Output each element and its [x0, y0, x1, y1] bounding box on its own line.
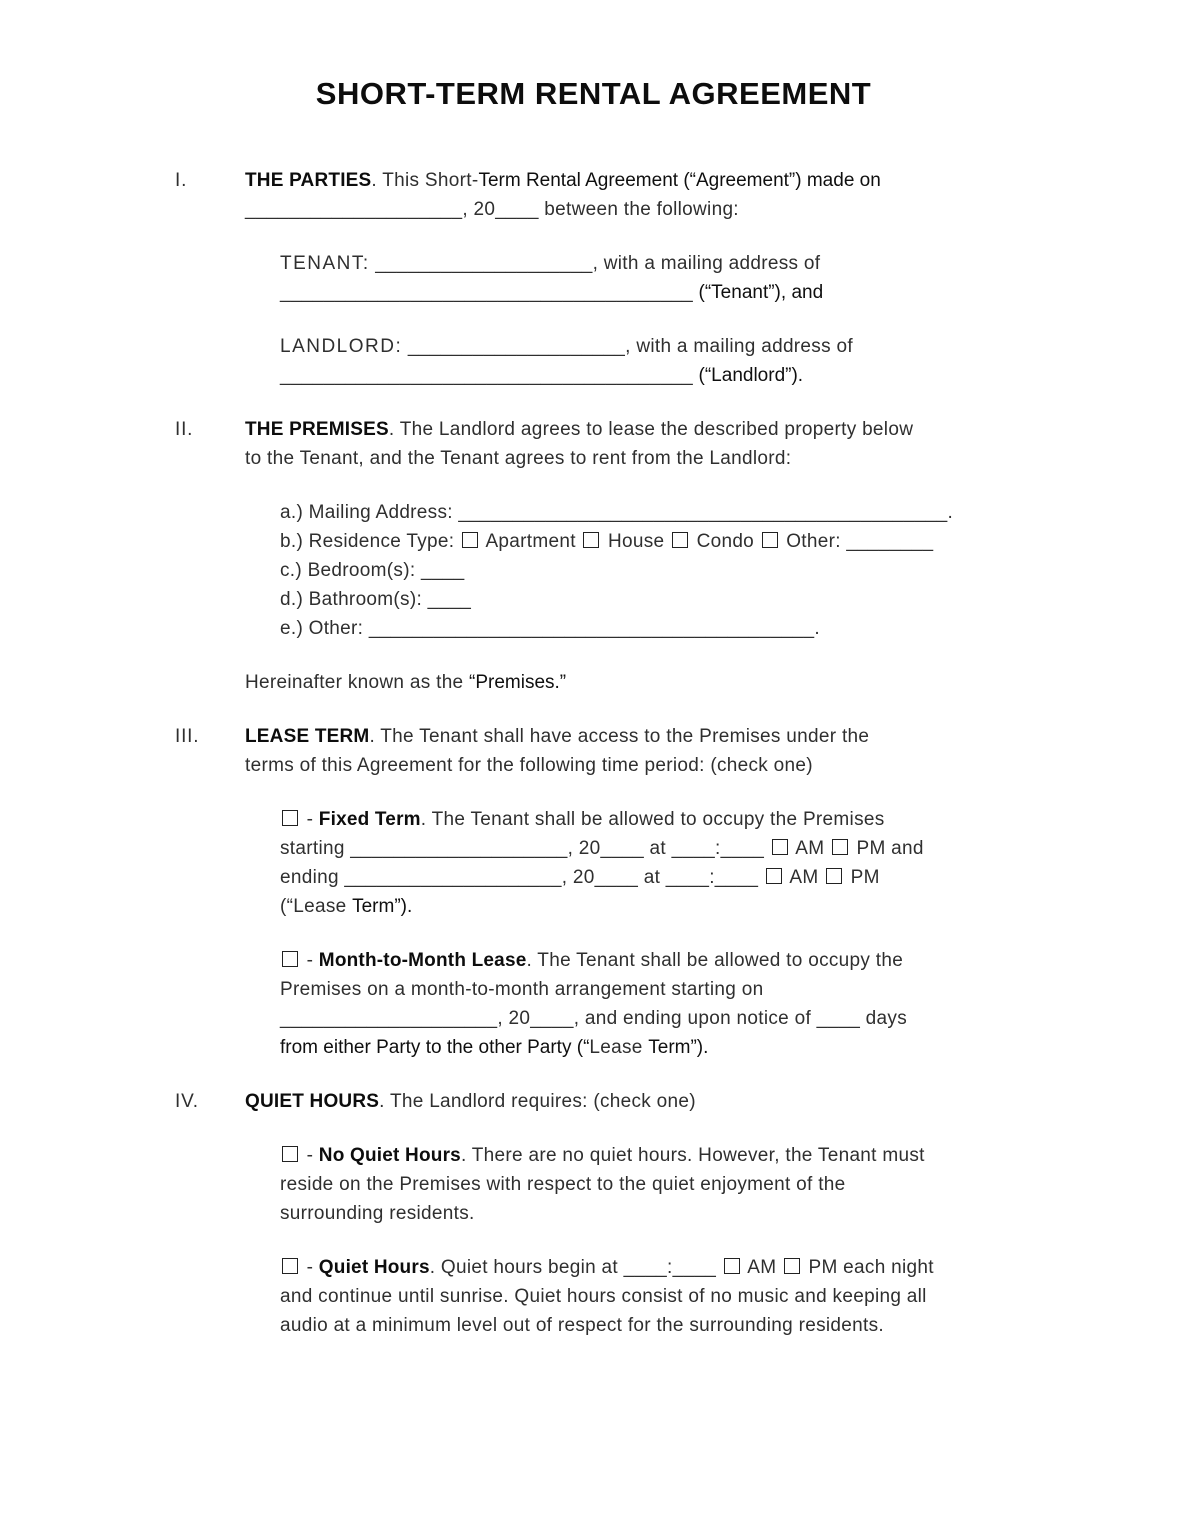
text-run: Apartment [480, 531, 582, 552]
fixed-term-option [280, 805, 1057, 921]
text-run: Term”). [648, 1037, 709, 1058]
no-quiet-hours-option [280, 1141, 1057, 1228]
text-run: Term”). [352, 896, 413, 917]
section-number: II. [175, 419, 194, 440]
lease-term-intro [245, 722, 1057, 780]
text-run: a.) Mailing Address: _____________________________________________. [280, 502, 954, 523]
text-run: Term Rental Agreement (“Agreement”) made on [478, 170, 881, 191]
checkbox-quiet-am[interactable] [724, 1258, 740, 1274]
text-run: - [301, 1145, 319, 1166]
text-run: - [301, 1257, 319, 1278]
text-run: - [301, 950, 319, 971]
text-run: Condo [690, 531, 760, 552]
checkbox-fixed-start-pm[interactable] [832, 839, 848, 855]
section-number: I. [175, 170, 188, 191]
checkbox-residence-other[interactable] [762, 532, 778, 548]
text-run: PM [845, 867, 880, 888]
text-run: LEASE TERM [245, 726, 370, 747]
month-to-month-option [280, 946, 1057, 1062]
text-run: ____________________, 20____, and ending upon notice of ____ days [280, 1008, 907, 1029]
premises-item-e-other [280, 614, 1057, 643]
document-title: SHORT-TERM RENTAL AGREEMENT [315, 76, 872, 111]
text-run: ending ____________________, 20____ at ____:____ [280, 867, 764, 888]
premises-item-c-bedrooms [280, 556, 1057, 585]
text-run: ______________________________________ [280, 365, 699, 386]
quiet-hours-option [280, 1253, 1057, 1340]
checkbox-quiet-hours[interactable] [282, 1258, 298, 1274]
quiet-hours-intro [245, 1087, 1057, 1116]
checkbox-house[interactable] [583, 532, 599, 548]
premises-item-d-bathrooms [280, 585, 1057, 614]
text-run: b.) Residence Type: [280, 531, 460, 552]
text-run: PM and [850, 838, 924, 859]
section-content [245, 166, 1057, 415]
section-quiet-hours [175, 1087, 1057, 1365]
text-run: ______________________________________ [280, 282, 699, 303]
text-run: Premises on a month-to-month arrangement starting on [280, 979, 764, 1000]
premises-intro [245, 415, 1057, 473]
text-run: ____________________, with a mailing address of [402, 336, 853, 357]
text-run: . Quiet hours begin at ____:____ [429, 1257, 722, 1278]
text-run: QUIET HOURS [245, 1091, 380, 1112]
document-body [175, 166, 1057, 1365]
text-run: AM [742, 1257, 782, 1278]
text-run: Fixed Term [318, 809, 421, 830]
text-run: (“Landlord”). [698, 365, 804, 386]
section-content [245, 1087, 1057, 1365]
text-run: - [301, 809, 319, 830]
text-run: . The Tenant shall have access to the Premises under the [369, 726, 870, 747]
premises-known-as [245, 668, 1057, 697]
checkbox-fixed-start-am[interactable] [772, 839, 788, 855]
section-the-premises [175, 415, 1057, 722]
text-run: Quiet Hours [318, 1257, 430, 1278]
text-run: . There are no quiet hours. However, the Tenant must [460, 1145, 925, 1166]
text-run: THE PREMISES [245, 419, 389, 440]
checkbox-fixed-term[interactable] [282, 810, 298, 826]
section-number: IV. [175, 1091, 199, 1112]
text-run: Lease [589, 1037, 649, 1058]
text-run: ____________________, with a mailing address of [369, 253, 821, 274]
text-run: d.) Bathroom(s): ____ [280, 589, 472, 610]
section-content [245, 415, 1057, 722]
section-content [245, 722, 1057, 1087]
checkbox-condo[interactable] [672, 532, 688, 548]
landlord-clause [280, 332, 1057, 390]
text-run: AM [790, 838, 830, 859]
text-run: LANDLORD: [280, 336, 403, 357]
premises-item-a-mailing-address [280, 498, 1057, 527]
checkbox-no-quiet-hours[interactable] [282, 1146, 298, 1162]
text-run: . The Tenant shall be allowed to occupy the Premises [420, 809, 885, 830]
text-run: AM [784, 867, 825, 888]
text-run: and continue until sunrise. Quiet hours consist of no music and keeping all [280, 1286, 927, 1307]
text-run: House [602, 531, 670, 552]
text-run: THE PARTIES [245, 170, 372, 191]
checkbox-quiet-pm[interactable] [784, 1258, 800, 1274]
text-run: ____________________, 20____ between the following: [245, 199, 739, 220]
text-run: e.) Other: _________________________________________. [280, 618, 820, 639]
text-run: starting ____________________, 20____ at ____:____ [280, 838, 770, 859]
text-run: . This Short- [371, 170, 479, 191]
text-run: to the Tenant, and the Tenant agrees to rent from the Landlord: [245, 448, 792, 469]
text-run: terms of this Agreement for the following time period: (check one) [245, 755, 813, 776]
text-run: Other: ________ [780, 531, 934, 552]
text-run: reside on the Premises with respect to the quiet enjoyment of the [280, 1174, 846, 1195]
text-run: No Quiet Hours [318, 1145, 461, 1166]
text-run: (“Lease [280, 896, 353, 917]
text-run: Month-to-Month Lease [318, 950, 527, 971]
text-run: Hereinafter known as the [245, 672, 470, 693]
section-the-parties [175, 166, 1057, 415]
tenant-clause [280, 249, 1057, 307]
text-run: . The Landlord requires: (check one) [379, 1091, 696, 1112]
parties-intro [245, 166, 1057, 224]
text-run: PM each night [802, 1257, 934, 1278]
checkbox-month-to-month[interactable] [282, 951, 298, 967]
text-run: surrounding residents. [280, 1203, 475, 1224]
section-number: III. [175, 726, 200, 747]
text-run: TENANT: [280, 253, 370, 274]
premises-item-b-residence-type [280, 527, 1057, 556]
text-run: audio at a minimum level out of respect for the surrounding residents. [280, 1315, 884, 1336]
text-run: “Premises.” [469, 672, 567, 693]
text-run: . The Landlord agrees to lease the described property below [388, 419, 914, 440]
checkbox-fixed-end-am[interactable] [766, 868, 782, 884]
text-run: from either Party to the other Party (“ [280, 1037, 590, 1058]
text-run: (“Tenant”), and [698, 282, 824, 303]
text-run: . The Tenant shall be allowed to occupy the [526, 950, 904, 971]
checkbox-apartment[interactable] [462, 532, 478, 548]
text-run: c.) Bedroom(s): ____ [280, 560, 465, 581]
checkbox-fixed-end-pm[interactable] [826, 868, 842, 884]
section-lease-term [175, 722, 1057, 1087]
